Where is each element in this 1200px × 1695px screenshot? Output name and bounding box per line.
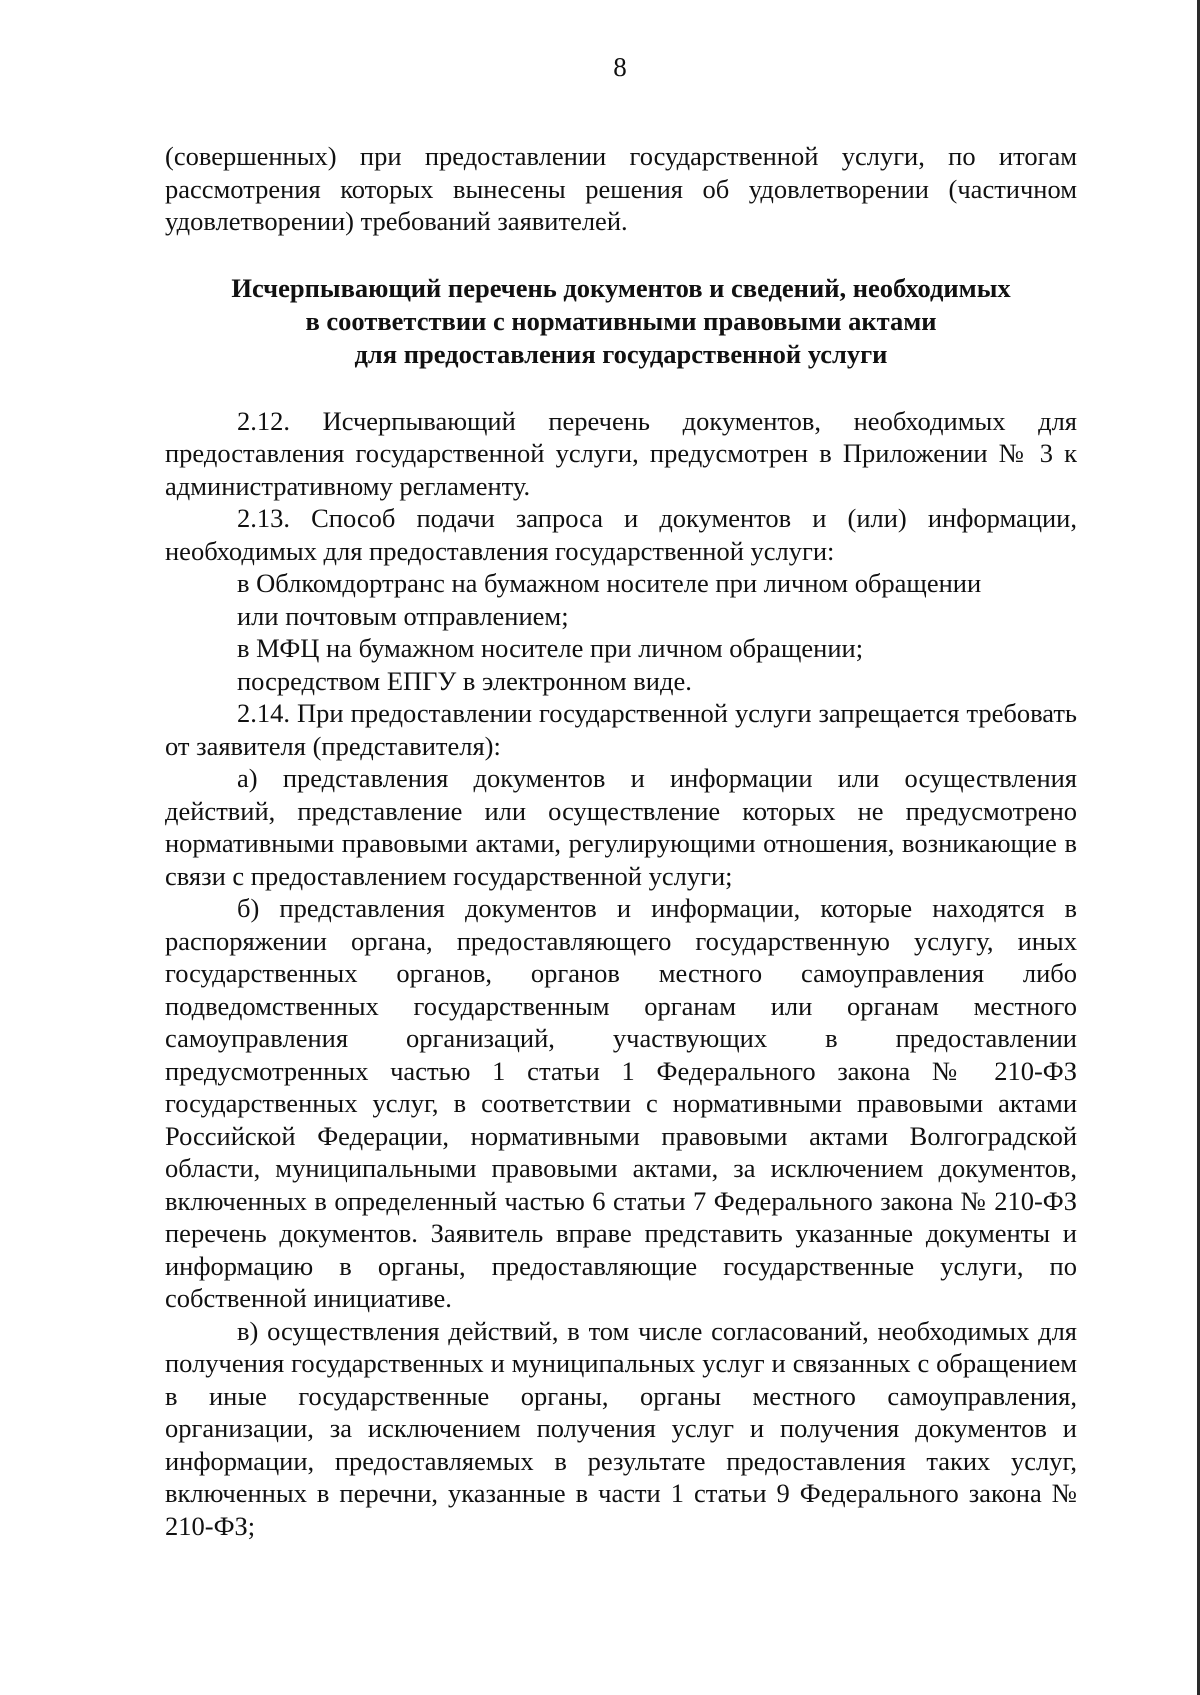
paragraph-2-12: 2.12. Исчерпывающий перечень документов, необходимых для предоставления государственной услуги, предусмотрен в Приложении № 3 к административному регламенту. [165, 405, 1077, 501]
method-mfc: в МФЦ на бумажном носителе при личном обращении; [237, 633, 864, 663]
heading-line-2: в соответствии с нормативными правовыми актами [305, 305, 937, 336]
intro-paragraph: (совершенных) при предоставлении государственной услуги, по итогам рассмотрения которых вынесены решения об удовлетворении (частичном удовлетворении) требований заявителей. [165, 141, 1077, 236]
method-office-line-1: в Облкомдортранс на бумажном носителе при личном обращении [237, 568, 982, 598]
method-epgu: посредством ЕПГУ в электронном виде. [237, 665, 692, 696]
document-body [165, 140, 1077, 1542]
heading-line-1: Исчерпывающий перечень документов и сведений, необходимых [231, 272, 1011, 303]
page-number: 8 [613, 52, 627, 82]
list-item-c: в) осуществления действий, в том числе согласований, необходимых для получения государственных и муниципальных услуг и связанных с обращением в иные государственные органы, органы местного самоуправления, организации, за исключением получения услуг и получения документов и информации, предоставляемых в результате предоставления таких услуг, включенных в перечни, указанные в части 1 статьи 9 Федерального закона № 210-ФЗ; [165, 1315, 1077, 1541]
method-office-line-2: или почтовым отправлением; [237, 600, 569, 631]
heading-line-3: для предоставления государственной услуги [354, 338, 888, 369]
list-item-a: а) представления документов и информации или осуществления действий, представление или осуществление которых не предусмотрено нормативными правовыми актами, регулирующими отношения, возникающие в связи с предоставлением государственной услуги; [165, 763, 1077, 891]
paragraph-2-13: 2.13. Способ подачи запроса и документов и (или) информации, необходимых для предоставления государственной услуги: [165, 503, 1077, 566]
section-heading [165, 272, 1077, 371]
paragraph-2-14: 2.14. При предоставлении государственной услуги запрещается требовать от заявителя (представителя): [165, 698, 1077, 761]
list-item-b: б) представления документов и информации, которые находятся в распоряжении органа, предоставляющего государственную услугу, иных государственных органов, органов местного самоуправления либо подведомственных государственным органам или органам местного самоуправления организаций, участвующих в предоставлении предусмотренных частью 1 статьи 1 Федерального закона № 210-ФЗ государственных услуг, в соответствии с нормативными правовыми актами Российской Федерации, нормативными правовыми актами Волгоградской области, муниципальными правовыми актами, за исключением документов, включенных в определенный частью 6 статьи 7 Федерального закона № 210-ФЗ перечень документов. Заявитель вправе представить указанные документы и информацию в органы, предоставляющие государственные услуги, по собственной инициативе. [165, 893, 1077, 1313]
